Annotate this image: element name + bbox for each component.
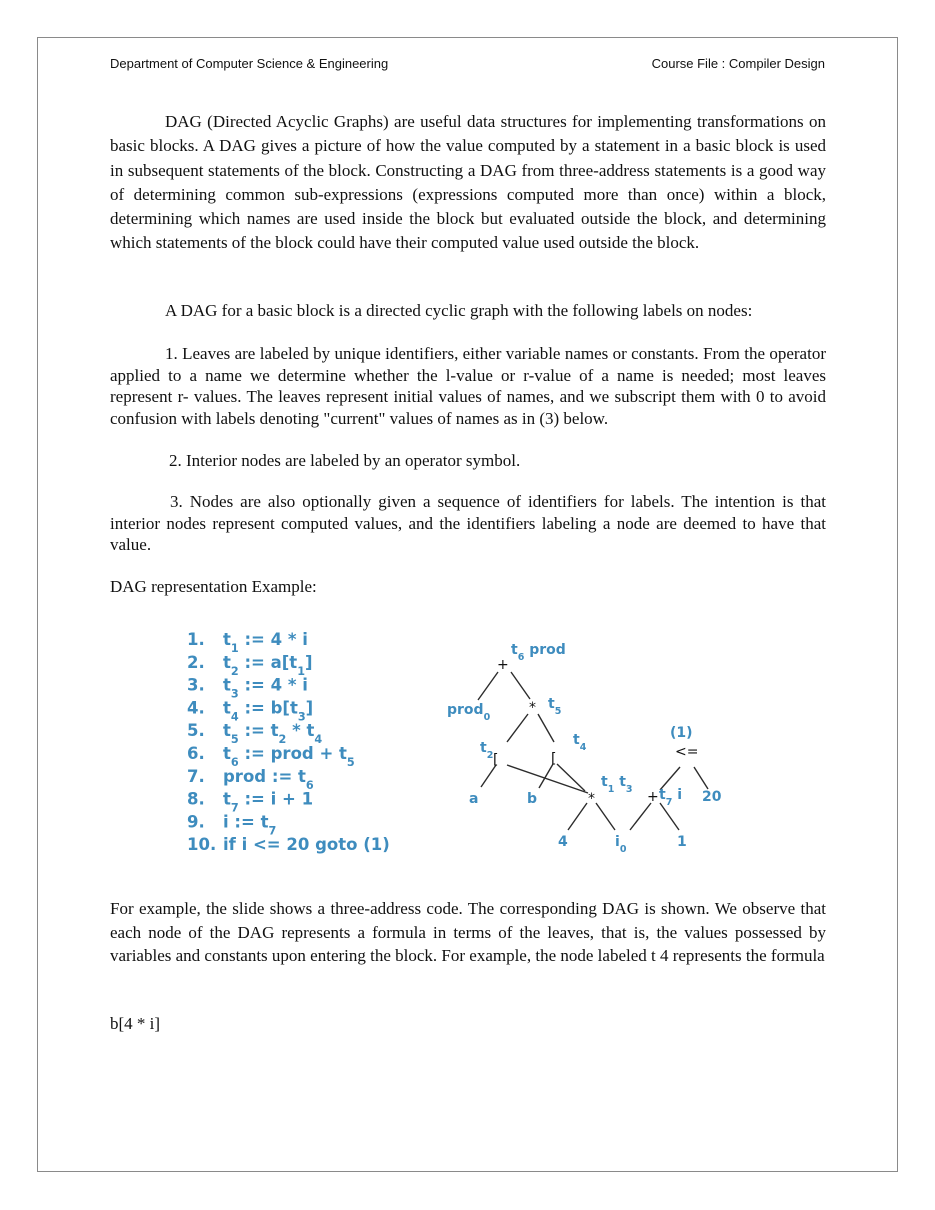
edge-mul5-idxa <box>507 714 528 742</box>
dag-node-t1-t3-label: $t_1$ $t_3$ <box>601 774 633 795</box>
dag-node-mul-t1-t3: * <box>588 791 595 807</box>
code-line: $t_2$ := $a[t_1]$ <box>223 652 313 678</box>
code-line-number: 4. <box>187 698 205 718</box>
intro-paragraph: DAG (Directed Acyclic Graphs) are useful data structures for implementing transformations on basic blocks. A DAG gives a picture of how the value computed by a statement in a basic block is used in subsequent statements of the block. Constructing a DAG from three-address statements is a good way of determining common sub-expressions (expressions computed more than once) within a block, determining which names are used inside the block but evaluated outside the block, and determining which statements of the block could have their computed value used outside the block. <box>110 112 826 253</box>
code-line-number: 9. <box>187 812 205 832</box>
dag-node-t2-label: $t_2$ <box>480 740 494 761</box>
dag-node-plus-t7: + <box>647 789 659 805</box>
dag-node-index-a: [ <box>493 752 499 768</box>
dag-node-t4-label: $t_4$ <box>573 732 587 753</box>
dag-example-figure <box>185 625 745 860</box>
code-line-number: 7. <box>187 766 205 786</box>
explanation-paragraph: For example, the slide shows a three-address code. The corresponding DAG is shown. We observe that each node of the DAG represents a formula in terms of the leaves, that is, the values possessed by variables and constants upon entering the block. For example, the node labeled t 4 represents the formula <box>110 899 826 965</box>
header-department: Department of Computer Science & Engineering <box>110 56 389 71</box>
rule-3-paragraph: 3. Nodes are also optionally given a sequence of identifiers for labels. The intention is that interior nodes represent computed values, and the identifiers labeling a node are deemed to have that value. <box>110 492 826 554</box>
edge-root-prod0 <box>478 672 498 700</box>
dag-leaf-4: 4 <box>558 834 568 850</box>
code-line-number: 6. <box>187 744 205 763</box>
dag-node-root-plus: + <box>497 657 509 673</box>
rule-2-paragraph: 2. Interior nodes are labeled by an operator symbol. <box>169 451 521 470</box>
dag-leaf-1: 1 <box>677 834 687 850</box>
edge-idxa-a <box>481 765 496 787</box>
dag-node-t7-i-label: $t_7$ i <box>659 787 683 808</box>
edge-idxb-b <box>539 764 553 788</box>
code-line: $t_3$ := 4 * i <box>223 675 308 701</box>
dag-nodes <box>447 642 722 855</box>
edge-mul13-four <box>568 803 587 830</box>
definition-paragraph: A DAG for a basic block is a directed cyclic graph with the following labels on nodes: <box>165 301 753 320</box>
dag-node-t5-label: $t_5$ <box>548 696 562 717</box>
code-line: prod := $t_6$ <box>223 766 314 792</box>
edge-mul13-i0 <box>596 803 615 830</box>
code-line-number: 5. <box>187 721 205 741</box>
three-address-code <box>187 630 390 854</box>
dag-leaf-b: b <box>527 791 538 807</box>
code-line: $t_7$ := i + 1 <box>223 789 314 815</box>
edge-plus7-i0 <box>630 803 651 830</box>
code-line-number: 2. <box>187 652 205 672</box>
code-line: $t_5$ := $t_2 * t_4$ <box>223 721 323 746</box>
dag-node-index-b: [ <box>551 751 557 767</box>
header-course-file: Course File : Compiler Design <box>651 56 825 71</box>
formula-text: b[4 * i] <box>110 1014 161 1033</box>
edge-idxa-mul13 <box>507 765 588 793</box>
example-heading: DAG representation Example: <box>110 577 317 596</box>
code-line: if i <= 20 goto (1) <box>223 835 390 855</box>
code-line: $t_4$ := $b[t_3]$ <box>223 698 314 723</box>
dag-leaf-i0: $i_0$ <box>615 834 627 855</box>
dag-node-less-equal: <= <box>675 744 699 760</box>
edge-root-mul5 <box>511 672 530 699</box>
edge-le-twenty <box>694 767 708 789</box>
code-line: $t_6$ := prod + $t_5$ <box>223 744 355 769</box>
dag-node-prod0: prod$_0$ <box>447 702 491 723</box>
rule-1-paragraph: 1. Leaves are labeled by unique identifiers, either variable names or constants. From the operator applied to a name we determine whether the l-value or r-value of a name is needed; most leaves represent r- values. The leaves represent initial values of names, and we subscript them with 0 to avoid confusion with labels denoting "current" values of names as in (3) below. <box>110 344 826 428</box>
code-line-number: 1. <box>187 630 205 649</box>
dag-leaf-20: 20 <box>702 789 722 805</box>
dag-node-t6-prod-label: $t_6$ prod <box>511 642 566 663</box>
code-line: i := $t_7$ <box>223 812 277 837</box>
code-line: $t_1$ := 4 * i <box>223 630 308 655</box>
dag-leaf-a: a <box>469 791 479 807</box>
dag-node-mul-t5: * <box>529 700 536 716</box>
code-line-number: 3. <box>187 675 205 695</box>
dag-node-label-1: (1) <box>670 725 693 741</box>
dag-example-svg <box>185 625 745 860</box>
code-line-number: 10. <box>187 835 217 855</box>
edge-mul5-idxb <box>538 714 554 742</box>
code-line-number: 8. <box>187 789 205 809</box>
